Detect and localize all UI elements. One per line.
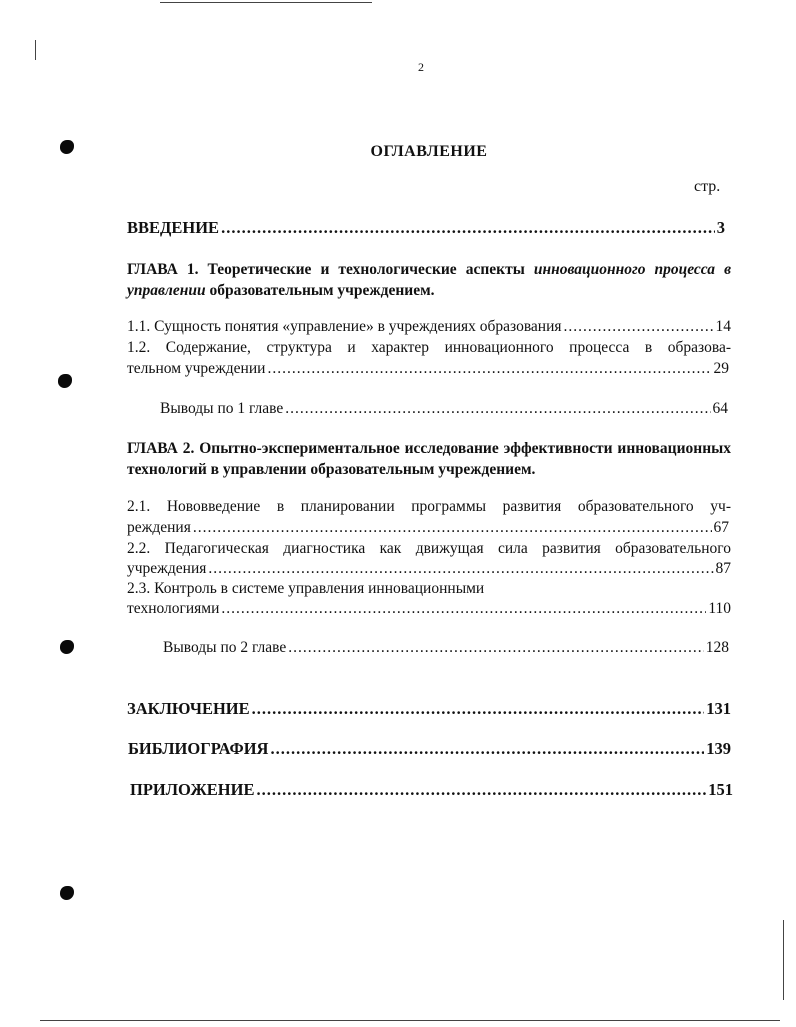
scan-edge-right: [783, 920, 784, 1000]
toc-entry-chapter-1-conclusion[interactable]: [160, 400, 728, 418]
leader-dots: [267, 360, 711, 378]
entry-label: ЗАКЛЮЧЕНИЕ: [127, 699, 250, 718]
toc-entry-2-1[interactable]: [127, 519, 729, 537]
leader-dots: [221, 600, 706, 618]
page-title: ОГЛАВЛЕНИЕ: [370, 143, 488, 160]
chapter-1-heading-italic: инновационного процесса в управлении: [127, 261, 732, 299]
entry-page: 3: [716, 218, 725, 237]
entry-page: 87: [715, 560, 731, 577]
punch-hole: [60, 886, 74, 900]
chapter-1-heading-end: образовательным учреждением.: [209, 282, 435, 299]
entry-page: 29: [713, 360, 729, 377]
entry-label: Выводы по 1 главе: [160, 400, 284, 417]
toc-entry-2-3-line1[interactable]: 2.3. Контроль в системе управления инновационными: [127, 580, 485, 597]
leader-dots: [256, 780, 706, 800]
entry-page: 67: [713, 519, 729, 536]
entry-label: реждения: [127, 519, 191, 536]
entry-page: 128: [705, 639, 729, 656]
chapter-2-heading-text: ГЛАВА 2. Опытно-экспериментальное исследование эффективности инновационных технологий в управлении образовательным учреждением.: [127, 440, 731, 478]
entry-label: Выводы по 2 главе: [163, 639, 287, 656]
leader-dots: [285, 400, 710, 418]
page-number: 2: [418, 60, 424, 74]
chapter-1-heading-start: ГЛАВА 1. Теоретические и технологические аспекты: [127, 261, 525, 278]
scan-edge-bottom: [40, 1020, 780, 1021]
leader-dots: [564, 318, 714, 336]
toc-entry-1-2-line1[interactable]: 1.2. Содержание, структура и характер инновационного процесса в образова-: [127, 339, 731, 356]
entry-page: 110: [708, 600, 731, 617]
punch-hole: [58, 374, 72, 388]
leader-dots: [221, 218, 715, 238]
entry-page: 131: [706, 699, 731, 718]
entry-page: 151: [708, 780, 733, 799]
toc-entry-2-2-line1[interactable]: 2.2. Педагогическая диагностика как движущая сила развития образовательного: [127, 540, 731, 557]
toc-entry-appendix[interactable]: [130, 780, 733, 800]
leader-dots: [288, 639, 703, 657]
entry-label: тельном учреждении: [127, 360, 266, 377]
chapter-2-heading[interactable]: [127, 438, 731, 480]
entry-page: 14: [715, 318, 731, 335]
toc-entry-2-1-line1[interactable]: 2.1. Нововведение в планировании программы развития образовательного уч-: [127, 498, 731, 515]
leader-dots: [208, 560, 713, 578]
leader-dots: [270, 739, 704, 759]
entry-label: ВВЕДЕНИЕ: [127, 218, 220, 237]
entry-label: БИБЛИОГРАФИЯ: [128, 739, 269, 758]
page-column-label: стр.: [694, 178, 721, 195]
leader-dots: [252, 699, 705, 719]
punch-hole: [60, 640, 74, 654]
chapter-1-heading[interactable]: [127, 259, 731, 301]
entry-label: учреждения: [127, 560, 207, 577]
toc-entry-2-3[interactable]: [127, 600, 731, 618]
toc-entry-1-2[interactable]: [127, 360, 729, 378]
toc-entry-chapter-2-conclusion[interactable]: [163, 639, 729, 657]
entry-page: 139: [706, 739, 731, 758]
entry-page: 64: [712, 400, 728, 417]
entry-label: 1.1. Сущность понятия «управление» в учреждениях образования: [127, 318, 562, 335]
leader-dots: [193, 519, 712, 537]
scan-edge-left: [35, 40, 36, 60]
entry-label: ПРИЛОЖЕНИЕ: [130, 780, 255, 799]
scan-edge-top: [160, 2, 372, 3]
toc-entry-bibliography[interactable]: [128, 739, 731, 759]
toc-entry-conclusion[interactable]: [127, 699, 731, 719]
toc-entry-intro[interactable]: [127, 218, 725, 238]
toc-entry-1-1[interactable]: [127, 318, 731, 336]
toc-entry-2-2[interactable]: [127, 560, 731, 578]
entry-label: технологиями: [127, 600, 220, 617]
